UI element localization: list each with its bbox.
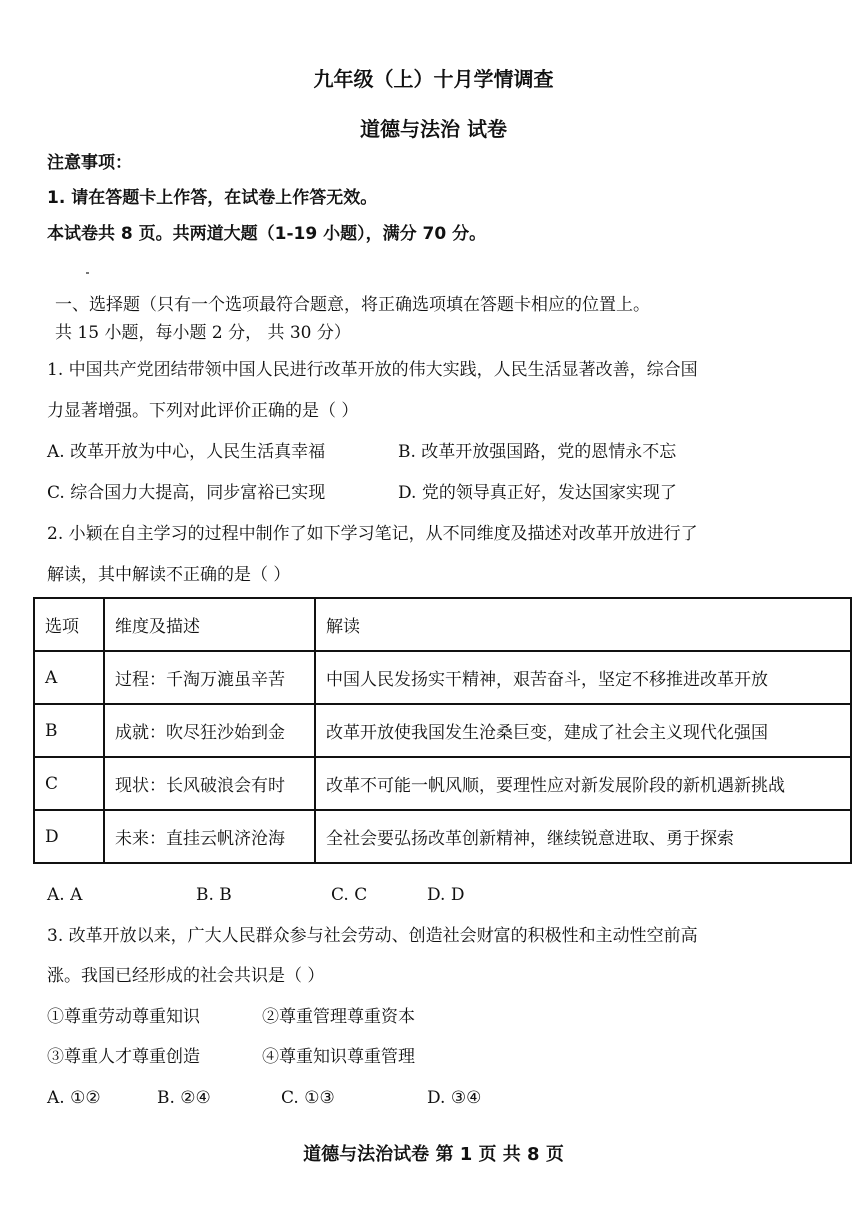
section1-heading-line1: 一、选择题（只有一个选项最符合题意，将正确选项填在答题卡相应的位置上。 xyxy=(55,295,650,315)
q1-stem-line1: 1. 中国共产党团结带领中国人民进行改革开放的伟大实践，人民生活显著改善，综合国 xyxy=(47,360,698,380)
q3-option-d: D. ③④ xyxy=(427,1088,482,1108)
table-row xyxy=(34,651,851,704)
q2-option-d: D. D xyxy=(427,885,465,905)
table-header-row xyxy=(34,598,851,651)
scan-mark xyxy=(86,272,89,274)
q2-option-c: C. C xyxy=(331,885,368,905)
q1-option-d: D. 党的领导真正好，发达国家实现了 xyxy=(398,483,677,503)
q3-option-c: C. ①③ xyxy=(281,1088,335,1108)
table-cell: B xyxy=(34,704,104,757)
table-cell: 全社会要弘扬改革创新精神，继续锐意进取、勇于探索 xyxy=(315,810,851,863)
q3-stem-line1: 3. 改革开放以来，广大人民群众参与社会劳动、创造社会财富的积极性和主动性空前高 xyxy=(47,926,698,946)
table-cell: 中国人民发扬实干精神，艰苦奋斗，坚定不移推进改革开放 xyxy=(315,651,851,704)
table-row xyxy=(34,704,851,757)
table-cell: 现状：长风破浪会有时 xyxy=(104,757,315,810)
q3-item-1: ①尊重劳动尊重知识 xyxy=(47,1007,200,1027)
q1-option-b: B. 改革开放强国路，党的恩情永不忘 xyxy=(398,442,677,462)
q2-stem-line1: 2. 小颖在自主学习的过程中制作了如下学习笔记，从不同维度及描述对改革开放进行了 xyxy=(47,524,698,544)
q3-option-b: B. ②④ xyxy=(157,1088,211,1108)
notice-heading: 注意事项： xyxy=(47,153,132,173)
q1-option-a: A. 改革开放为中心，人民生活真幸福 xyxy=(47,442,326,462)
table-header-cell: 选项 xyxy=(34,598,104,651)
table-header-cell: 维度及描述 xyxy=(104,598,315,651)
table-cell: C xyxy=(34,757,104,810)
table-cell: A xyxy=(34,651,104,704)
q1-stem-line2: 力显著增强。下列对此评价正确的是（ ） xyxy=(47,401,359,421)
q1-option-c: C. 综合国力大提高，同步富裕已实现 xyxy=(47,483,326,503)
study-notes-table xyxy=(33,597,852,864)
page-title: 九年级（上）十月学情调查 xyxy=(313,67,554,91)
q3-option-a: A. ①② xyxy=(47,1088,101,1108)
table-header-cell: 解读 xyxy=(315,598,851,651)
page-footer: 道德与法治试卷 第 1 页 共 8 页 xyxy=(303,1144,564,1165)
table-cell: 未来：直挂云帆济沧海 xyxy=(104,810,315,863)
section1-heading-line2: 共 15 小题，每小题 2 分， 共 30 分） xyxy=(55,323,351,343)
table-cell: 改革不可能一帆风顺，要理性应对新发展阶段的新机遇新挑战 xyxy=(315,757,851,810)
q2-option-a: A. A xyxy=(47,885,83,905)
table-cell: D xyxy=(34,810,104,863)
notice-item-2: 本试卷共 8 页。共两道大题（1-19 小题），满分 70 分。 xyxy=(47,224,487,244)
q3-item-2: ②尊重管理尊重资本 xyxy=(262,1007,415,1027)
q3-item-3: ③尊重人才尊重创造 xyxy=(47,1047,200,1067)
q2-option-b: B. B xyxy=(196,885,232,905)
table-row xyxy=(34,757,851,810)
notice-item-1: 1. 请在答题卡上作答，在试卷上作答无效。 xyxy=(47,188,378,208)
table-cell: 过程：千淘万漉虽辛苦 xyxy=(104,651,315,704)
q3-stem-line2: 涨。我国已经形成的社会共识是（ ） xyxy=(47,966,325,986)
page-subtitle: 道德与法治 试卷 xyxy=(360,117,507,141)
table-cell: 改革开放使我国发生沧桑巨变，建成了社会主义现代化强国 xyxy=(315,704,851,757)
q3-item-4: ④尊重知识尊重管理 xyxy=(262,1047,415,1067)
q2-stem-line2: 解读，其中解读不正确的是（ ） xyxy=(47,565,291,585)
table-row xyxy=(34,810,851,863)
table-cell: 成就：吹尽狂沙始到金 xyxy=(104,704,315,757)
